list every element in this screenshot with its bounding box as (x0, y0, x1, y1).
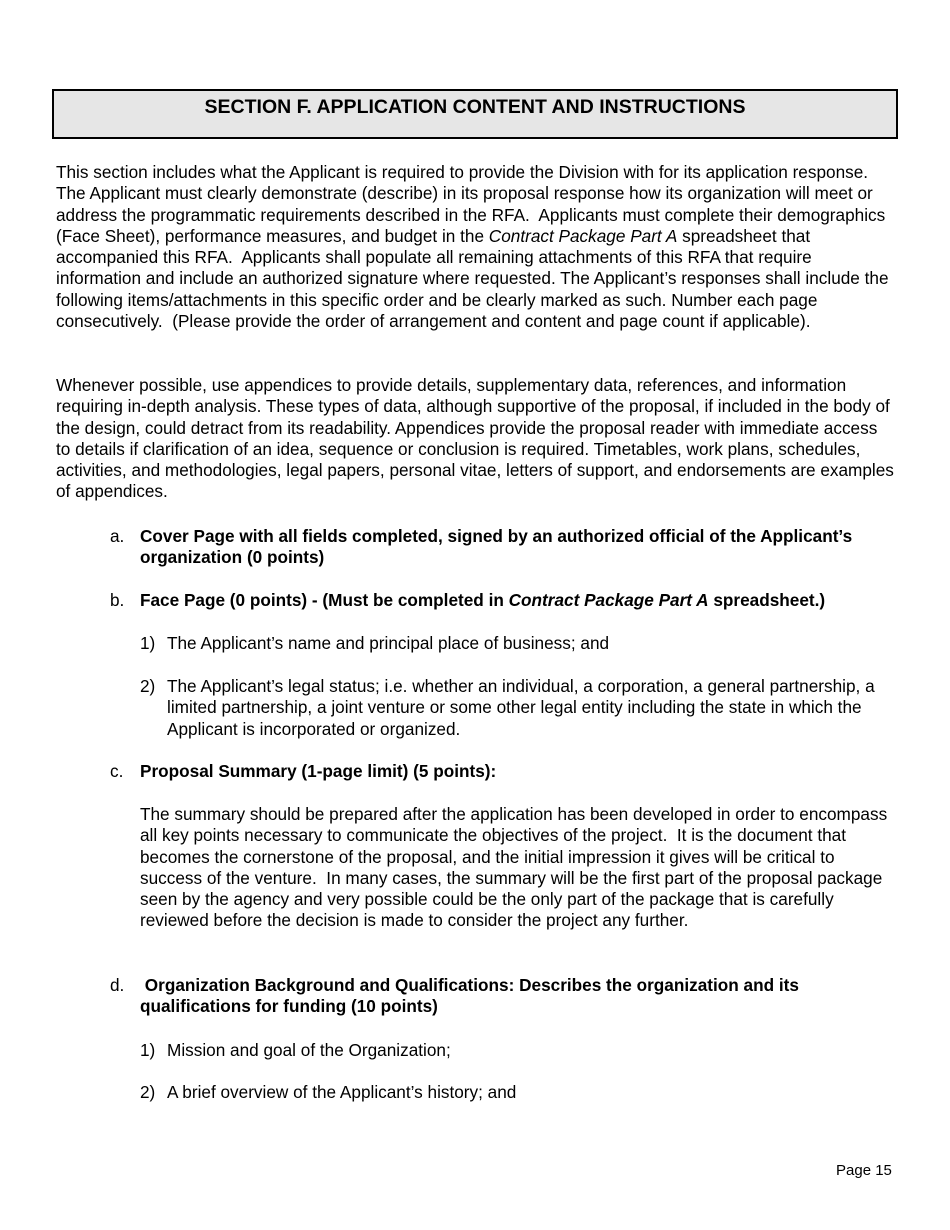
intro-paragraph (56, 162, 896, 332)
item-title: Proposal Summary (1-page limit) (5 points): (140, 761, 497, 781)
item-title: Organization Background and Qualifications: Describes the organization and its qualifications for funding (10 points) (140, 975, 799, 1017)
sub-marker: 1) (140, 1040, 156, 1060)
item-marker: c. (110, 761, 124, 781)
sub-marker: 2) (140, 1082, 156, 1102)
sub-text: The Applicant’s legal status; i.e. whether an individual, a corporation, a general partnership, a limited partnership, a joint venture or some other legal entity including the state in which the Applicant is incorporated or organized. (167, 676, 875, 739)
sub-marker: 1) (140, 633, 156, 653)
page-number: Page 15 (836, 1162, 892, 1179)
section-header-box (52, 89, 898, 139)
item-title (140, 590, 910, 611)
intro-italic-ref: Contract Package Part A (488, 225, 678, 246)
sub-text: Mission and goal of the Organization; (167, 1040, 451, 1060)
section-title: SECTION F. APPLICATION CONTENT AND INSTRUCTIONS (204, 96, 746, 118)
sub-text: A brief overview of the Applicant’s history; and (167, 1082, 517, 1102)
item-marker: b. (110, 590, 125, 610)
intro-text-part2: spreadsheet that accompanied this RFA. Applicants shall populate all remaining attachments of this RFA that require information and include an authorized signature where requested. The Applicant’s responses shall include the following items/attachments in this specific order and be clearly marked as such. Number each page consecutively. (Please provide the order of arrangement and content and page count if applicable). (56, 225, 889, 332)
item-title-post: spreadsheet.) (708, 590, 826, 610)
item-title-pre: Face Page (0 points) - (Must be completed in (140, 590, 509, 610)
sub-text: The Applicant’s name and principal place of business; and (167, 633, 610, 653)
item-marker: a. (110, 526, 125, 546)
item-title: Cover Page with all fields completed, signed by an authorized official of the Applicant’s organization (0 points) (140, 526, 853, 568)
item-marker: d. (110, 975, 125, 995)
appendix-paragraph: Whenever possible, use appendices to provide details, supplementary data, references, and information requiring in-depth analysis. These types of data, although supportive of the proposal, if included in the body of the design, could detract from its readability. Appendices provide the proposal reader with immediate access to details if clarification of an idea, sequence or conclusion is required. Timetables, work plans, schedules, activities, and methodologies, legal papers, personal vitae, letters of support, and endorsements are examples of appendices. (56, 375, 894, 502)
sub-marker: 2) (140, 676, 156, 696)
summary-paragraph: The summary should be prepared after the application has been developed in order to encompass all key points necessary to communicate the objectives of the project. It is the document that becomes the cornerstone of the proposal, and the initial impression it gives will be critical to success of the venture. In many cases, the summary will be the first part of the proposal package seen by the agency and very possible could be the only part of the package that is carefully reviewed before the decision is made to consider the project any further. (140, 804, 888, 931)
intro-text-part1: This section includes what the Applicant is required to provide the Division with for its application response. The Applicant must clearly demonstrate (describe) in its proposal response how its organization will meet or address the programmatic requirements described in the RFA. Applicants must complete their demographics (Face Sheet), performance measures, and budget in the (56, 162, 886, 246)
item-title-italic: Contract Package Part A (508, 590, 709, 610)
